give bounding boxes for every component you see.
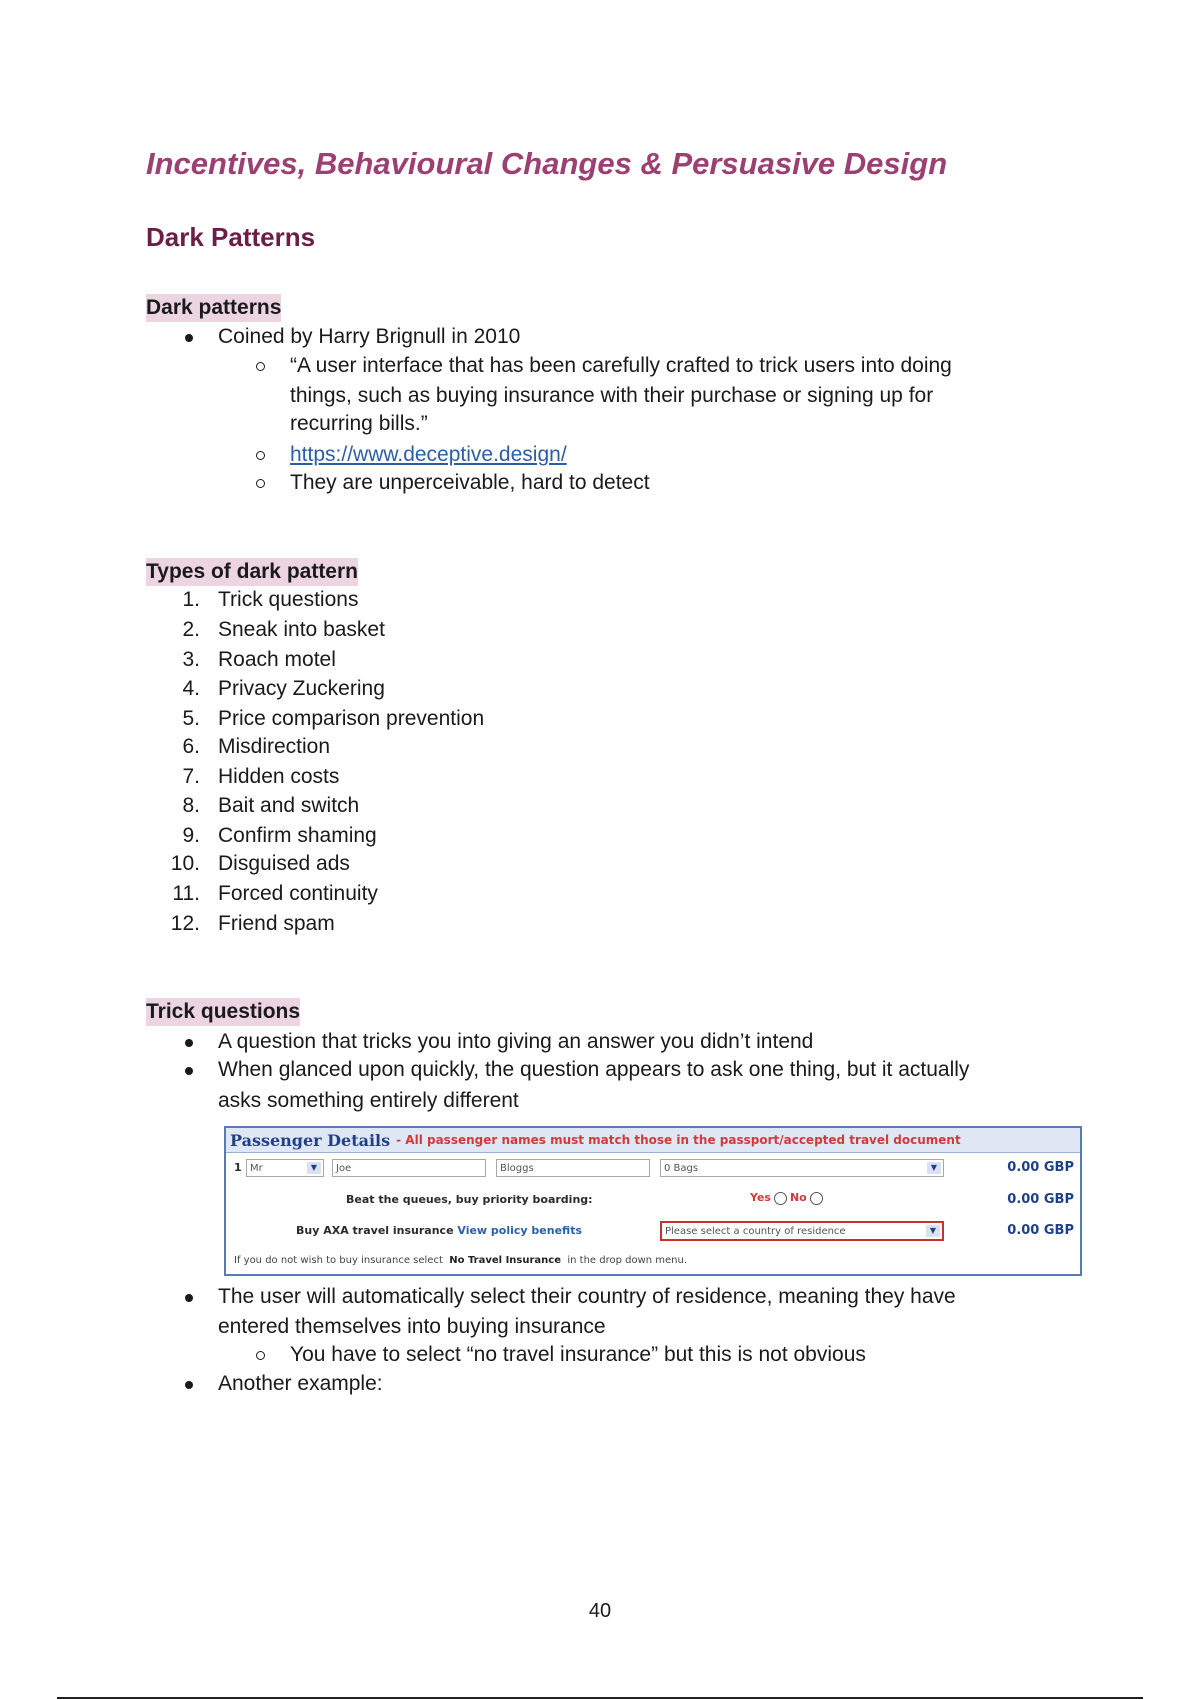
list-item: Friend spam bbox=[218, 912, 335, 935]
list-number: 7. bbox=[182, 765, 200, 788]
deceptive-design-link[interactable]: https://www.deceptive.design/ bbox=[290, 443, 567, 466]
bullet-icon bbox=[185, 1294, 193, 1302]
bullet-icon bbox=[185, 1381, 193, 1389]
bags-select[interactable] bbox=[660, 1159, 944, 1177]
list-item: Roach motel bbox=[218, 648, 336, 671]
list-item: Forced continuity bbox=[218, 882, 378, 905]
dark-patterns-heading: Dark patterns bbox=[146, 294, 281, 322]
list-number: 2. bbox=[182, 618, 200, 641]
sub-bullet-icon bbox=[256, 479, 265, 488]
title-select[interactable] bbox=[246, 1159, 324, 1177]
list-number: 3. bbox=[182, 648, 200, 671]
yes-radio[interactable] bbox=[774, 1192, 787, 1205]
last-name-input[interactable]: Bloggs bbox=[496, 1159, 650, 1177]
list-item: Disguised ads bbox=[218, 852, 350, 875]
list-item: Privacy Zuckering bbox=[218, 677, 385, 700]
sub-bullet-text: They are unperceivable, hard to detect bbox=[290, 471, 650, 494]
bags-select-value: 0 Bags bbox=[664, 1163, 699, 1174]
bullet-text: A question that tricks you into giving an answer you didn’t intend bbox=[218, 1030, 814, 1053]
widget-note: - All passenger names must match those in the passport/accepted travel document bbox=[396, 1133, 961, 1147]
quote-line-1: “A user interface that has been carefully crafted to trick users into doing bbox=[290, 354, 952, 377]
chevron-down-icon: ▼ bbox=[307, 1162, 321, 1174]
list-item: Hidden costs bbox=[218, 765, 340, 788]
insurance-label: Buy AXA travel insurance View policy benefits bbox=[296, 1224, 582, 1237]
yes-label: Yes bbox=[750, 1191, 771, 1204]
country-select-value: Please select a country of residence bbox=[665, 1226, 846, 1237]
footer-divider bbox=[57, 1697, 1143, 1699]
list-number: 1. bbox=[182, 588, 200, 611]
list-item: Confirm shaming bbox=[218, 824, 377, 847]
priority-row bbox=[226, 1190, 1080, 1214]
quote-line-2: things, such as buying insurance with their purchase or signing up for bbox=[290, 384, 934, 407]
country-select[interactable] bbox=[660, 1221, 944, 1241]
list-item: Price comparison prevention bbox=[218, 707, 485, 730]
bullet-text: The user will automatically select their country of residence, meaning they have bbox=[218, 1285, 956, 1308]
bags-price: 0.00 GBP bbox=[1007, 1160, 1074, 1175]
bullet-text: Another example: bbox=[218, 1372, 383, 1395]
view-policy-link[interactable]: View policy benefits bbox=[457, 1224, 582, 1237]
chevron-down-icon: ▼ bbox=[926, 1225, 940, 1237]
insurance-row bbox=[226, 1221, 1080, 1245]
first-name-input[interactable]: Joe bbox=[332, 1159, 486, 1177]
types-heading: Types of dark pattern bbox=[146, 558, 358, 586]
list-item: Misdirection bbox=[218, 735, 331, 758]
title-select-value: Mr bbox=[250, 1163, 263, 1174]
priority-radio-group bbox=[750, 1191, 826, 1205]
bullet-text: Coined by Harry Brignull in 2010 bbox=[218, 325, 521, 348]
bullet-text: When glanced upon quickly, the question appears to ask one thing, but it actually bbox=[218, 1058, 970, 1081]
insurance-note: If you do not wish to buy insurance select No Travel Insurance in the drop down menu. bbox=[234, 1255, 688, 1266]
bullet-icon bbox=[185, 334, 193, 342]
list-number: 8. bbox=[182, 794, 200, 817]
passenger-row bbox=[226, 1158, 1080, 1182]
quote-line-3: recurring bills.” bbox=[290, 412, 428, 435]
list-item: Trick questions bbox=[218, 588, 359, 611]
widget-header bbox=[226, 1128, 1080, 1153]
widget-title: Passenger Details bbox=[230, 1130, 391, 1150]
list-number: 6. bbox=[182, 735, 200, 758]
bullet-icon bbox=[185, 1067, 193, 1075]
list-number: 12. bbox=[170, 912, 200, 935]
sub-bullet-icon bbox=[256, 451, 265, 460]
priority-label: Beat the queues, buy priority boarding: bbox=[346, 1193, 593, 1206]
passenger-details-screenshot bbox=[224, 1126, 1082, 1276]
section-title: Dark Patterns bbox=[146, 222, 316, 252]
sub-bullet-icon bbox=[256, 362, 265, 371]
bullet-text: entered themselves into buying insurance bbox=[218, 1315, 606, 1338]
bullet-text: asks something entirely different bbox=[218, 1089, 519, 1112]
sub-bullet-text: You have to select “no travel insurance” but this is not obvious bbox=[290, 1343, 866, 1366]
priority-price: 0.00 GBP bbox=[1007, 1192, 1074, 1207]
list-item: Sneak into basket bbox=[218, 618, 385, 641]
list-item: Bait and switch bbox=[218, 794, 360, 817]
no-label: No bbox=[789, 1191, 807, 1204]
row-number: 1 bbox=[234, 1161, 242, 1174]
list-number: 11. bbox=[172, 882, 200, 905]
insurance-price: 0.00 GBP bbox=[1007, 1223, 1074, 1238]
bullet-icon bbox=[185, 1039, 193, 1047]
page-title: Incentives, Behavioural Changes & Persuasive Design bbox=[146, 146, 948, 181]
list-number: 4. bbox=[182, 677, 200, 700]
no-radio[interactable] bbox=[810, 1192, 823, 1205]
list-number: 9. bbox=[182, 824, 200, 847]
list-number: 10. bbox=[170, 852, 200, 875]
page-number: 40 bbox=[588, 1600, 612, 1622]
trick-questions-heading: Trick questions bbox=[146, 998, 300, 1026]
chevron-down-icon: ▼ bbox=[927, 1162, 941, 1174]
sub-bullet-icon bbox=[256, 1351, 265, 1360]
list-number: 5. bbox=[182, 707, 200, 730]
